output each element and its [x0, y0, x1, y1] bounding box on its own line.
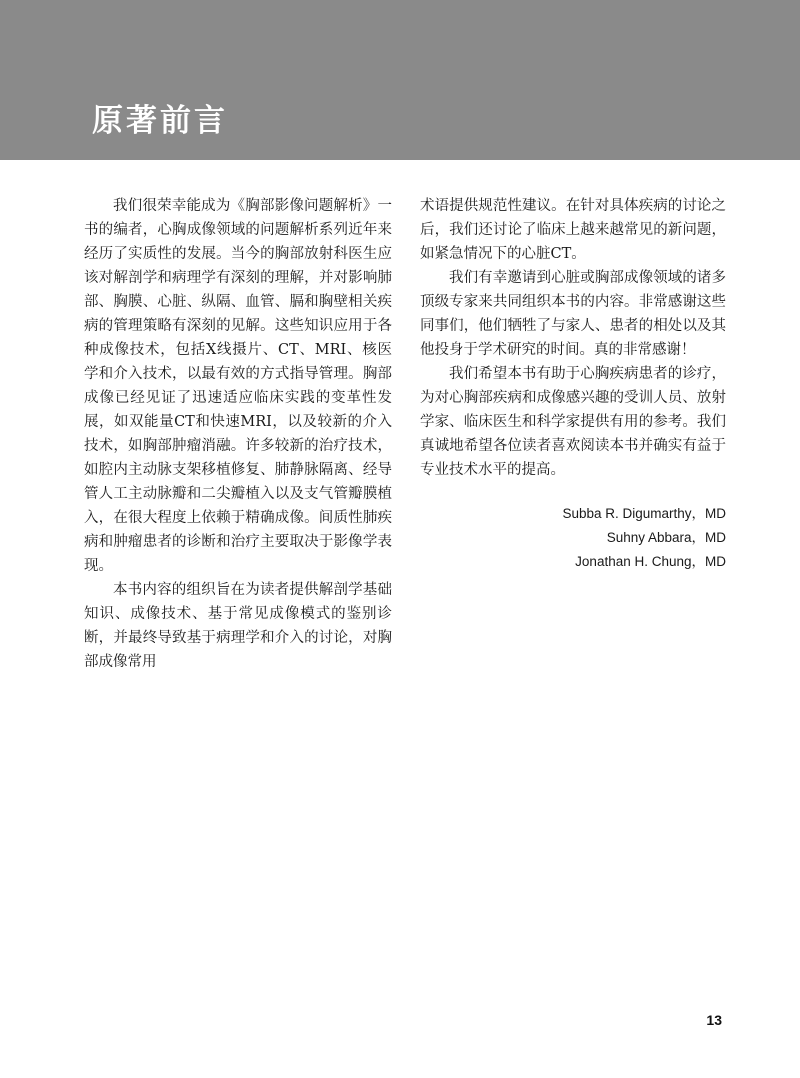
- body-paragraph: 本书内容的组织旨在为读者提供解剖学基础知识、成像技术、基于常见成像模式的鉴别诊断，并最终导致基于病理学和介入的讨论，对胸部成像常用: [84, 582, 392, 670]
- body-paragraph-continuation: 术语提供规范性建议。在针对具体疾病的讨论之后，我们还讨论了临床上越来越常见的新问题，如紧急情况下的心脏CT。: [420, 198, 726, 262]
- right-column: [420, 194, 726, 574]
- author-name: Suhny Abbara，MD: [606, 530, 726, 545]
- author-signatures: [420, 502, 726, 574]
- page-number: 13: [706, 1012, 722, 1028]
- body-paragraph: 我们有幸邀请到心脏或胸部成像领域的诸多顶级专家来共同组织本书的内容。非常感谢这些同事们，他们牺牲了与家人、患者的相处以及其他投身于学术研究的时间。真的非常感谢！: [420, 270, 726, 358]
- page-title: 原著前言: [92, 103, 228, 139]
- author-name: Subba R. Digumarthy，MD: [562, 506, 726, 521]
- body-paragraph: 我们很荣幸能成为《胸部影像问题解析》一书的编者，心胸成像领域的问题解析系列近年来经历了实质性的发展。当今的胸部放射科医生应该对解剖学和病理学有深刻的理解，并对影响肺部、胸膜、心脏、纵隔、血管、膈和胸壁相关疾病的管理策略有深刻的见解。这些知识应用于各种成像技术，包括X线摄片、CT、MRI、核医学和介入技术，以最有效的方式指导管理。胸部成像已经见证了迅速适应临床实践的变革性发展，如双能量CT和快速MRI，以及较新的介入技术，如胸部肿瘤消融。许多较新的治疗技术，如腔内主动脉支架移植修复、肺静脉隔离、经导管人工主动脉瓣和二尖瓣植入以及支气管瓣膜植入，在很大程度上依赖于精确成像。间质性肺疾病和肿瘤患者的诊断和治疗主要取决于影像学表现。: [84, 198, 392, 574]
- body-paragraph: 我们希望本书有助于心胸疾病患者的诊疗，为对心胸部疾病和成像感兴趣的受训人员、放射学家、临床医生和科学家提供有用的参考。我们真诚地希望各位读者喜欢阅读本书并确实有益于专业技术水平的提高。: [420, 366, 726, 478]
- left-column: [84, 194, 392, 674]
- header-band: [0, 0, 800, 160]
- author-name: Jonathan H. Chung，MD: [575, 554, 726, 569]
